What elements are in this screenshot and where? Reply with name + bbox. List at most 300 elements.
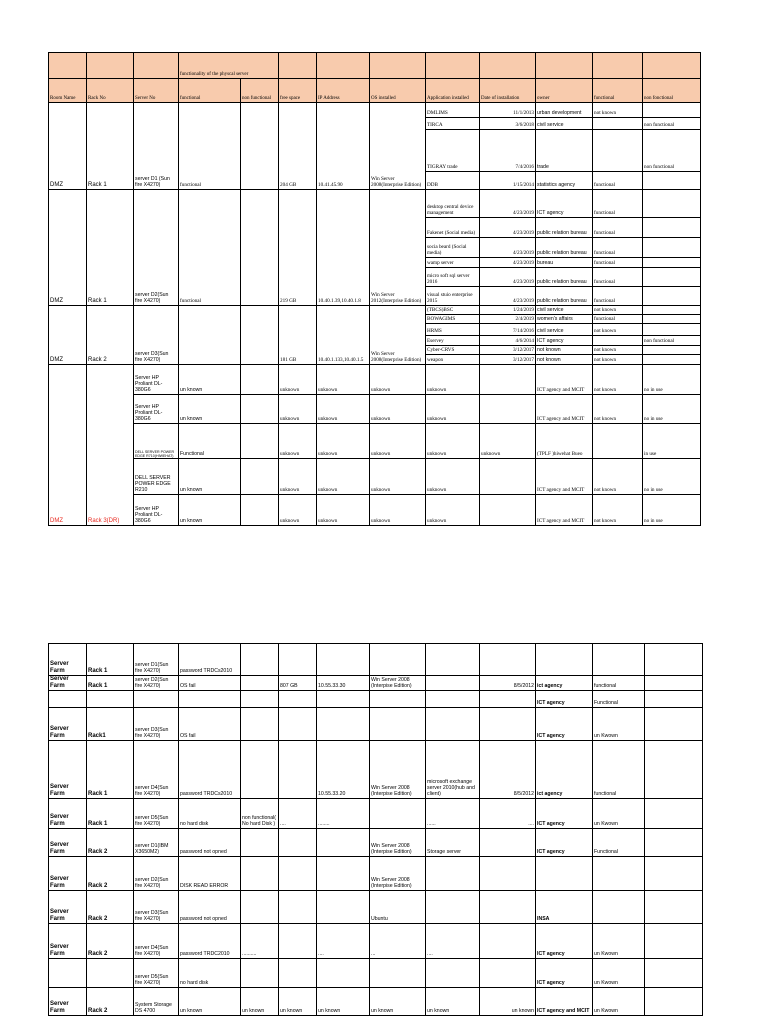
cell-status-nf: no in use — [643, 395, 701, 424]
cell-free-space: un known — [279, 987, 317, 1015]
table-row — [49, 690, 703, 707]
cell-os: unknown — [370, 395, 426, 424]
cell-status: not known — [593, 346, 643, 355]
cell-owner — [536, 856, 593, 890]
cell-room: DMZ — [49, 306, 87, 365]
cell-owner: ICT agency and MCIT — [536, 459, 593, 495]
cell-status: not known — [593, 395, 643, 424]
cell-functional: Functional — [179, 424, 241, 459]
cell-app: Eservey — [426, 336, 480, 346]
cell-status-nf — [645, 740, 703, 798]
cell-app: unknown — [426, 424, 480, 459]
cell-owner: ict agency — [536, 740, 593, 798]
cell-functional: password TRDC2010 — [179, 923, 241, 958]
cell-status-nf — [643, 258, 701, 268]
cell-status: not known — [593, 365, 643, 395]
header-status-non-functional: non fonctional — [643, 79, 701, 103]
cell-rack: Rack 1 — [87, 103, 134, 190]
cell-app: TIGRAY trade — [426, 130, 480, 172]
cell-status-nf — [645, 644, 703, 676]
cell-functional: un known — [179, 495, 241, 526]
cell-owner: ICT agency and MCIT — [536, 495, 593, 526]
cell-status — [593, 644, 645, 676]
cell-functional: OS fail — [179, 676, 241, 691]
cell-status-nf — [643, 218, 701, 238]
cell-functional — [179, 306, 241, 365]
cell-free-space: unknown — [279, 395, 317, 424]
cell-status: Functional — [593, 690, 645, 707]
cell-owner: ict agency — [536, 676, 593, 691]
cell-status: un Kwown — [593, 958, 645, 987]
cell-date — [480, 644, 536, 676]
cell-ip: unknown — [317, 495, 370, 526]
cell-app — [426, 958, 480, 987]
cell-rack: Rack 1 — [87, 676, 134, 691]
cell-server: Server HP Proliant DL-380G6 — [134, 365, 179, 395]
cell-ip: unknown — [317, 424, 370, 459]
cell-app: desktop central device management — [426, 190, 480, 218]
cell-status-nf — [645, 707, 703, 740]
cell-owner: civil service — [536, 306, 593, 315]
cell-ip — [317, 856, 370, 890]
cell-status: not known — [593, 495, 643, 526]
cell-functional: password not opned — [179, 890, 241, 923]
cell-status: un Kwown — [593, 987, 645, 1015]
cell-owner: trade — [536, 130, 593, 172]
cell-ip: 10.55.33.30 — [317, 676, 370, 691]
cell-owner: (TPLF )hiwehat Bueo — [536, 424, 593, 459]
cell-owner: women's affairs — [536, 315, 593, 324]
cell-free-space: 807 GB — [279, 676, 317, 691]
cell-status — [593, 856, 645, 890]
table-row — [49, 365, 701, 395]
header-free-space: free space — [279, 79, 317, 103]
cell-room: Server Farm — [49, 798, 87, 828]
cell-date: 4/23/2019 — [480, 218, 536, 238]
cell-status-nf — [643, 287, 701, 306]
header-functionality-group: functionality of the physcal server — [179, 53, 279, 79]
cell-free-space — [279, 890, 317, 923]
server-inventory-table-dmz — [48, 52, 701, 526]
cell-owner: public relation bureau — [536, 287, 593, 306]
cell-app — [426, 856, 480, 890]
header-owner: owner — [536, 79, 593, 103]
cell-owner: civil service — [536, 324, 593, 336]
cell-room: Server Farm — [49, 987, 87, 1015]
cell-room: Server Farm — [49, 676, 87, 691]
cell-free-space — [279, 740, 317, 798]
cell-date: 11/1/2013 — [480, 103, 536, 118]
cell-owner: civil service — [536, 118, 593, 130]
cell-os — [370, 707, 426, 740]
cell-owner: urban development — [536, 103, 593, 118]
cell-status: un Kwown — [593, 707, 645, 740]
cell-rack: Rack 1 — [87, 740, 134, 798]
cell-ip: unknown — [317, 395, 370, 424]
cell-status — [593, 336, 643, 346]
cell-functional: un known — [179, 987, 241, 1015]
cell-functional: password TRDCs2010 — [179, 740, 241, 798]
header-functional: functional — [179, 79, 241, 103]
cell-functional: password TRDCs2010 — [179, 644, 241, 676]
table-body — [49, 644, 703, 1016]
cell-rack: Rack 1 — [87, 798, 134, 828]
cell-status — [593, 130, 643, 172]
cell-free-space: 204 GB — [279, 103, 317, 190]
cell-rack — [87, 958, 134, 987]
cell-status: not known — [593, 355, 643, 365]
cell-os: Win Server 2008(Interprise Edition) — [370, 103, 426, 190]
cell-status-nf — [643, 190, 701, 218]
cell-status: functional — [593, 740, 645, 798]
cell-rack: Rack 1 — [87, 190, 134, 306]
cell-os: ... — [370, 923, 426, 958]
table-row — [49, 856, 703, 890]
cell-date: unknown — [480, 424, 536, 459]
header-non-functional: non functional — [241, 79, 279, 103]
cell-date — [480, 495, 536, 526]
cell-owner: public relation bureau — [536, 268, 593, 287]
cell-app: visual stuio enterprise 2015 — [426, 287, 480, 306]
cell-free-space — [279, 690, 317, 707]
cell-status-nf: no in use — [643, 495, 701, 526]
cell-app: unknown — [426, 459, 480, 495]
cell-owner: ICT agency — [536, 707, 593, 740]
cell-non-functional — [241, 707, 279, 740]
cell-app: unknown — [426, 365, 480, 395]
cell-status — [593, 118, 643, 130]
cell-os — [370, 690, 426, 707]
cell-status: un Kwown — [593, 798, 645, 828]
cell-date: 4/23/2019 — [480, 258, 536, 268]
cell-ip: ........ — [317, 798, 370, 828]
table-row — [49, 828, 703, 856]
cell-status-nf — [645, 828, 703, 856]
cell-non-functional — [241, 740, 279, 798]
cell-status: functional — [593, 238, 643, 258]
cell-functional: no hard disk — [179, 958, 241, 987]
table-row — [49, 707, 703, 740]
cell-date: .... — [480, 798, 536, 828]
cell-app: un known — [426, 987, 480, 1015]
cell-rack: Rack 3(DR) — [87, 365, 134, 526]
cell-server: server D1(Sun fire X4270) — [134, 644, 179, 676]
cell-os: unknown — [370, 365, 426, 395]
cell-status-nf: no in use — [643, 459, 701, 495]
cell-non-functional: non functional( No hard Disk ) — [241, 798, 279, 828]
cell-os: Ubuntu — [370, 890, 426, 923]
cell-app — [426, 644, 480, 676]
cell-rack: Rack 2 — [87, 306, 134, 365]
cell-owner — [536, 644, 593, 676]
cell-rack: Rack 2 — [87, 890, 134, 923]
cell-owner: ICT agency — [536, 190, 593, 218]
header-rack-no: Rack No — [87, 79, 134, 103]
cell-owner: ICT agency — [536, 336, 593, 346]
cell-ip: 10.40.1.39,10.40.1.8 — [317, 190, 370, 306]
cell-room: DMZ — [49, 103, 87, 190]
cell-status: not known — [593, 459, 643, 495]
cell-app: DDB — [426, 172, 480, 190]
cell-server: server D4(Sun fire X4270) — [134, 740, 179, 798]
cell-status-nf: no in use — [643, 365, 701, 395]
cell-app: Fakenet (Social media) — [426, 218, 480, 238]
cell-ip: 10.40.1.133,10.40.1.5 — [317, 306, 370, 365]
cell-non-functional: un known — [241, 987, 279, 1015]
cell-rack: Rack 2 — [87, 828, 134, 856]
cell-date — [480, 365, 536, 395]
cell-owner: ICT agency — [536, 798, 593, 828]
cell-date: 7/14/2016 — [480, 324, 536, 336]
cell-server: server D3(Sun fire X4270) — [134, 707, 179, 740]
cell-owner: bureau — [536, 258, 593, 268]
cell-date — [480, 395, 536, 424]
cell-owner: ICT agency and MCIT — [536, 365, 593, 395]
cell-os: unknown — [370, 459, 426, 495]
cell-os: Win Server 2008 (Interpise Edition) — [370, 828, 426, 856]
cell-date — [480, 856, 536, 890]
cell-non-functional — [241, 890, 279, 923]
cell-status: functional — [593, 190, 643, 218]
cell-rack: Rack1 — [87, 707, 134, 740]
cell-free-space — [279, 644, 317, 676]
header-server-no: Server No — [134, 79, 179, 103]
cell-app — [426, 676, 480, 691]
cell-app: Cyber-CRVS — [426, 346, 480, 355]
cell-free-space: unknown — [279, 495, 317, 526]
cell-room: Server Farm — [49, 740, 87, 798]
table-row — [49, 890, 703, 923]
cell-room — [49, 690, 87, 707]
cell-owner: ICT agency — [536, 690, 593, 707]
cell-date: 3/6/2018 — [480, 118, 536, 130]
server-inventory-table-server-farm — [48, 643, 703, 1016]
cell-status-nf: non functional — [643, 130, 701, 172]
cell-date: 2/4/2019 — [480, 315, 536, 324]
cell-non-functional — [241, 958, 279, 987]
cell-server: server D5(Sun fire X4270) — [134, 798, 179, 828]
cell-status: functional — [593, 268, 643, 287]
table-row — [49, 495, 701, 526]
cell-server: server D5(Sun fire X4270) — [134, 958, 179, 987]
cell-owner: ICT agency and MCIT — [536, 987, 593, 1015]
cell-status-nf — [645, 676, 703, 691]
cell-status-nf — [643, 346, 701, 355]
cell-ip — [317, 690, 370, 707]
cell-status-nf — [643, 306, 701, 315]
cell-date — [480, 690, 536, 707]
cell-ip: unknown — [317, 459, 370, 495]
cell-status-nf — [645, 856, 703, 890]
cell-date — [480, 459, 536, 495]
cell-functional: un known — [179, 395, 241, 424]
cell-os — [370, 798, 426, 828]
cell-status-nf — [643, 268, 701, 287]
cell-status-nf — [643, 103, 701, 118]
cell-date — [480, 828, 536, 856]
cell-date — [480, 890, 536, 923]
cell-owner: public relation bureau — [536, 238, 593, 258]
cell-status: functional — [593, 172, 643, 190]
cell-functional: un known — [179, 365, 241, 395]
cell-app: DMLIMS — [426, 103, 480, 118]
header-room-name: Room Name — [49, 79, 87, 103]
cell-date: 8/5/2012 — [480, 740, 536, 798]
cell-server: server D1 (Sun fire X4270) — [134, 103, 179, 190]
header-row — [49, 79, 701, 103]
cell-status: functional — [593, 218, 643, 238]
cell-free-space: 181 GB — [279, 306, 317, 365]
cell-room: Server Farm — [49, 644, 87, 676]
cell-status-nf — [645, 890, 703, 923]
cell-status-nf — [645, 690, 703, 707]
header-ip-address: IP Address — [317, 79, 370, 103]
cell-status — [593, 424, 643, 459]
cell-status-nf — [645, 923, 703, 958]
table-row — [49, 923, 703, 958]
cell-free-space: unknown — [279, 424, 317, 459]
cell-app: weapon — [426, 355, 480, 365]
cell-date: 3/12/2017 — [480, 346, 536, 355]
table-row — [49, 459, 701, 495]
cell-app: unknown — [426, 495, 480, 526]
cell-status: Functional — [593, 828, 645, 856]
cell-rack: Rack 2 — [87, 856, 134, 890]
cell-owner: public relation bureau — [536, 218, 593, 238]
header-group-row — [49, 53, 701, 79]
cell-os: unknown — [370, 424, 426, 459]
cell-room: Server Farm — [49, 856, 87, 890]
cell-app: ...... — [426, 798, 480, 828]
table-row — [49, 306, 701, 315]
cell-status — [593, 890, 645, 923]
cell-os — [370, 644, 426, 676]
cell-free-space: 219 GB — [279, 190, 317, 306]
cell-server: DELL SERVER POWER EDGE R710(HIWEHAT) — [134, 424, 179, 459]
cell-functional: no hard disk — [179, 798, 241, 828]
cell-app: wamp server — [426, 258, 480, 268]
cell-room: Server Farm — [49, 707, 87, 740]
cell-room: DMZ — [49, 190, 87, 306]
cell-non-functional — [241, 690, 279, 707]
table-row — [49, 958, 703, 987]
header-status-functional: functional — [593, 79, 643, 103]
cell-date: 4/23/2019 — [480, 238, 536, 258]
header-os-installed: OS installed — [370, 79, 426, 103]
header-date-of-installation: Date of installation — [480, 79, 536, 103]
cell-status: functional — [593, 676, 645, 691]
cell-status: not known — [593, 324, 643, 336]
cell-status-nf — [643, 355, 701, 365]
cell-server: server D2(Sun fire X4270) — [134, 676, 179, 691]
cell-ip: 10.41.45.90 — [317, 103, 370, 190]
cell-owner: ICT agency — [536, 958, 593, 987]
cell-date: 8/5/2012 — [480, 676, 536, 691]
cell-app: micro soft sql server 2016 — [426, 268, 480, 287]
cell-room: Server Farm — [49, 890, 87, 923]
cell-ip — [317, 890, 370, 923]
cell-server: Server HP Proliant DL-380G6 — [134, 395, 179, 424]
cell-os: Win Server 2012(Interprise Edition) — [370, 190, 426, 306]
cell-status-nf: in use — [643, 424, 701, 459]
cell-status: functional — [593, 258, 643, 268]
cell-server: server D1(IBM X3650M2) — [134, 828, 179, 856]
cell-app: Storage server — [426, 828, 480, 856]
cell-free-space — [279, 707, 317, 740]
cell-status: functional — [593, 315, 643, 324]
cell-rack: Rack 2 — [87, 923, 134, 958]
cell-app — [426, 690, 480, 707]
cell-rack — [87, 690, 134, 707]
cell-ip — [317, 707, 370, 740]
cell-date: un known — [480, 987, 536, 1015]
cell-os: Win Server 2008 (Interpise Edition) — [370, 740, 426, 798]
cell-non-functional: .......... — [241, 923, 279, 958]
cell-server: server D2(Sun fire X4270) — [134, 190, 179, 306]
cell-date: 1/15/2014 — [480, 172, 536, 190]
cell-status-nf — [643, 324, 701, 336]
cell-app: unknown — [426, 395, 480, 424]
cell-rack: Rack 1 — [87, 644, 134, 676]
table-row — [49, 424, 701, 459]
cell-status-nf: non functional — [643, 118, 701, 130]
cell-room — [49, 958, 87, 987]
cell-room: Server Farm — [49, 828, 87, 856]
cell-server — [134, 690, 179, 707]
cell-server: System Storage DS 4700 — [134, 987, 179, 1015]
cell-status-nf — [645, 798, 703, 828]
cell-server: DELL SERVER POWER EDGE R210 — [134, 459, 179, 495]
cell-status: un Kwown — [593, 923, 645, 958]
header-application-installed: Application installed — [426, 79, 480, 103]
cell-os: unknown — [370, 495, 426, 526]
cell-owner: statistics agency — [536, 172, 593, 190]
cell-date: 3/12/2017 — [480, 355, 536, 365]
cell-server: server D4(Sun fire X4270) — [134, 923, 179, 958]
table-row — [49, 987, 703, 1015]
cell-free-space: .... — [279, 798, 317, 828]
cell-room: Server Farm — [49, 923, 87, 958]
cell-non-functional — [241, 856, 279, 890]
cell-status-nf — [643, 172, 701, 190]
cell-ip — [317, 828, 370, 856]
cell-status: not known — [593, 306, 643, 315]
cell-status-nf — [643, 238, 701, 258]
table-row — [49, 644, 703, 676]
cell-ip: .... — [317, 923, 370, 958]
cell-free-space — [279, 856, 317, 890]
cell-functional: functional — [179, 190, 241, 306]
cell-ip: unknown — [317, 365, 370, 395]
cell-non-functional — [241, 644, 279, 676]
cell-app: socia beard (Social media) — [426, 238, 480, 258]
cell-status-nf — [645, 987, 703, 1015]
cell-server: server D2(Sun fire X4270) — [134, 856, 179, 890]
cell-date: 4/23/2019 — [480, 190, 536, 218]
cell-free-space — [279, 828, 317, 856]
cell-room: DMZ — [49, 365, 87, 526]
cell-app: HRMS — [426, 324, 480, 336]
cell-app — [426, 707, 480, 740]
cell-os: Win Server 2008 (Interpise Edition) — [370, 856, 426, 890]
cell-date — [480, 923, 536, 958]
cell-os: Win Server 2008(Interprise Edition) — [370, 306, 426, 365]
cell-date: 4/23/2019 — [480, 287, 536, 306]
cell-server: Server HP Proliant DL-380G6 — [134, 495, 179, 526]
cell-app: .... — [426, 923, 480, 958]
cell-status-nf — [643, 315, 701, 324]
cell-ip — [317, 958, 370, 987]
